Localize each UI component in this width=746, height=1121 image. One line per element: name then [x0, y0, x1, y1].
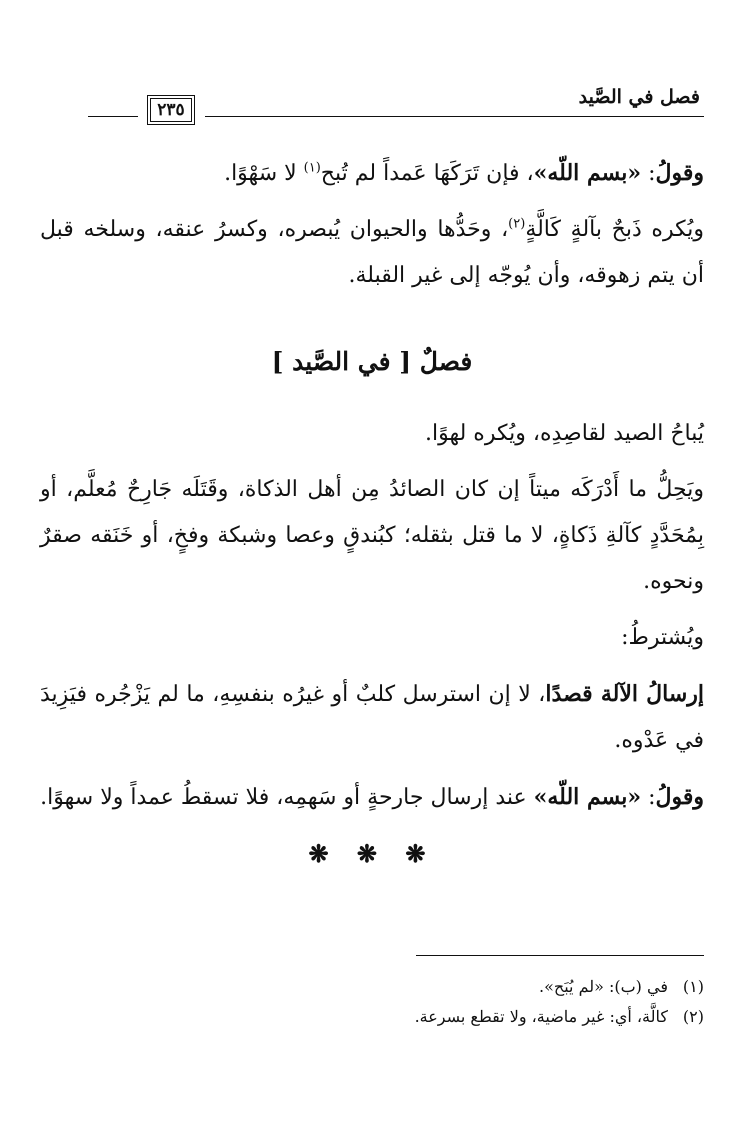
page-number: ٢٣٥	[157, 100, 185, 120]
section-separator-stars: ❋ ❋ ❋	[308, 839, 436, 868]
colon: :	[641, 161, 656, 186]
footnotes	[84, 972, 704, 1032]
quoted-basmala: «بسم اللّه»	[533, 784, 642, 810]
paragraph	[40, 207, 704, 299]
paragraph: ويُشترطُ:	[621, 625, 704, 650]
bold-term: وقولُ	[655, 160, 704, 186]
paragraph-text: لا سَهْوًا.	[224, 161, 304, 186]
paragraph-text: عند إرسال جارحةٍ أو سَهمِه، فلا تسقطُ عمداً ولا سهوًا.	[40, 785, 534, 810]
paragraph: ويَحِلُّ ما أَدْرَكَه ميتاً إن كان الصائدُ مِن أهل الذكاة، وقَتَلَه جَارِحٌ مُعلَّم، أو بِمُحَدَّدٍ كآلةِ ذَكاةٍ، لا ما قتل بثقله؛ كبُندقٍ وعصا وشبكة وفخٍ، أو خَنَقه صقرٌ ونحوه.	[40, 477, 704, 594]
footnote-number: (٢)	[682, 1007, 704, 1026]
footnote	[84, 1002, 704, 1032]
footnote-rule	[416, 955, 704, 956]
paragraph-text: ويُكره ذَبحٌ بآلةٍ كَالَّةٍ	[525, 217, 704, 242]
paragraph	[40, 150, 704, 197]
paragraph-text: ، لا إن استرسل كلبٌ أو غيرُه بنفسِهِ، ما لم يَزْجُره فيَزِيدَ في عَدْوه.	[40, 682, 704, 753]
quoted-basmala: «بسم اللّه»	[533, 160, 642, 186]
footnote-number: (١)	[682, 977, 704, 996]
bold-term: إرسالُ الآلة قصدًا	[545, 681, 704, 707]
footnote-text: في (ب): «لم يُبَح».	[539, 977, 668, 996]
footnote	[84, 972, 704, 1002]
paragraph-text: ، وحَدُّها والحيوان يُبصره، وكسرُ عنقه، وسلخه قبل أن يتم زهوقه، وأن يُوجّه إلى غير القبلة.	[40, 217, 704, 288]
header-rule	[205, 116, 704, 117]
footnote-ref[interactable]: (١)	[303, 160, 321, 176]
page-number-box	[147, 95, 195, 125]
paragraph	[40, 774, 704, 821]
running-header-title: فصل في الصَّيد	[578, 86, 700, 108]
paragraph	[40, 671, 704, 764]
section-heading: فصلٌ [ في الصَّيد ]	[271, 347, 473, 376]
bold-term: وقولُ	[655, 784, 704, 810]
paragraph: يُباحُ الصيد لقاصِدِه، ويُكره لهوًا.	[425, 421, 704, 446]
footnote-text: كالَّة، أي: غير ماضية، ولا تقطع بسرعة.	[414, 1007, 668, 1026]
footnote-ref[interactable]: (٢)	[508, 216, 526, 232]
main-text	[40, 150, 704, 877]
header-rule-short	[88, 116, 138, 117]
paragraph-text: ، فإن تَرَكَهَا عَمداً لم تُبح	[320, 161, 534, 186]
colon: :	[641, 785, 656, 810]
